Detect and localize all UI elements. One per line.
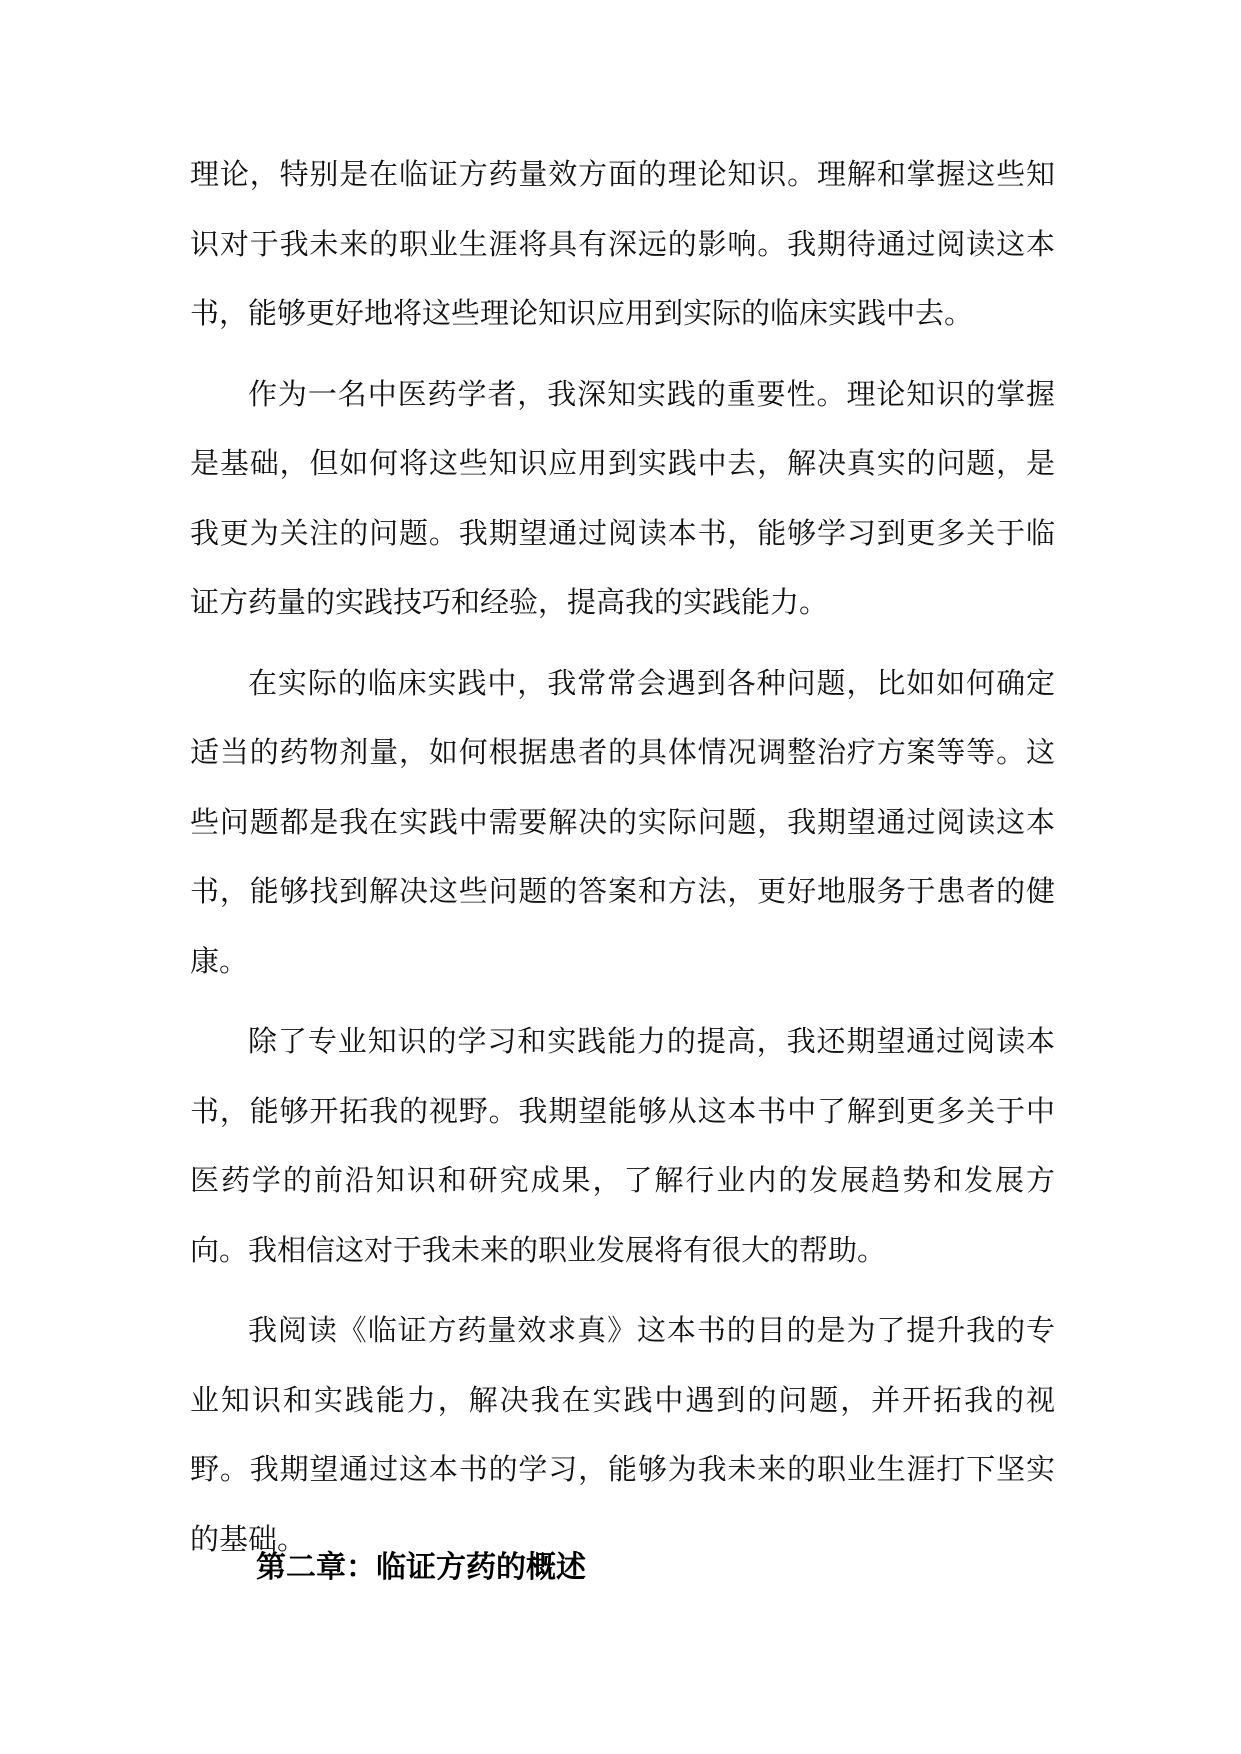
- paragraph-continued: 理论，特别是在临证方药量效方面的理论知识。理解和掌握这些知识对于我未来的职业生涯将具有深远的影响。我期待通过阅读这本书，能够更好地将这些理论知识应用到实际的临床实践中去。: [190, 157, 1055, 330]
- paragraph: 除了专业知识的学习和实践能力的提高，我还期望通过阅读本书，能够开拓我的视野。我期望能够从这本书中了解到更多关于中医药学的前沿知识和研究成果，了解行业内的发展趋势和发展方向。我相信这对于我未来的职业发展将有很大的帮助。: [190, 1024, 1055, 1267]
- paragraph: 作为一名中医药学者，我深知实践的重要性。理论知识的掌握是基础，但如何将这些知识应用到实践中去，解决真实的问题，是我更为关注的问题。我期望通过阅读本书，能够学习到更多关于临证方药量的实践技巧和经验，提高我的实践能力。: [190, 376, 1055, 619]
- chapter-heading: 第二章：临证方药的概述: [256, 1550, 586, 1585]
- body-text: [190, 140, 1055, 1574]
- paragraph: 在实际的临床实践中，我常常会遇到各种问题，比如如何确定适当的药物剂量，如何根据患者的具体情况调整治疗方案等等。这些问题都是我在实践中需要解决的实际问题，我期望通过阅读这本书，能够找到解决这些问题的答案和方法，更好地服务于患者的健康。: [190, 665, 1055, 978]
- paragraph: 我阅读《临证方药量效求真》这本书的目的是为了提升我的专业知识和实践能力，解决我在实践中遇到的问题，并开拓我的视野。我期望通过这本书的学习，能够为我未来的职业生涯打下坚实的基础。: [190, 1313, 1055, 1556]
